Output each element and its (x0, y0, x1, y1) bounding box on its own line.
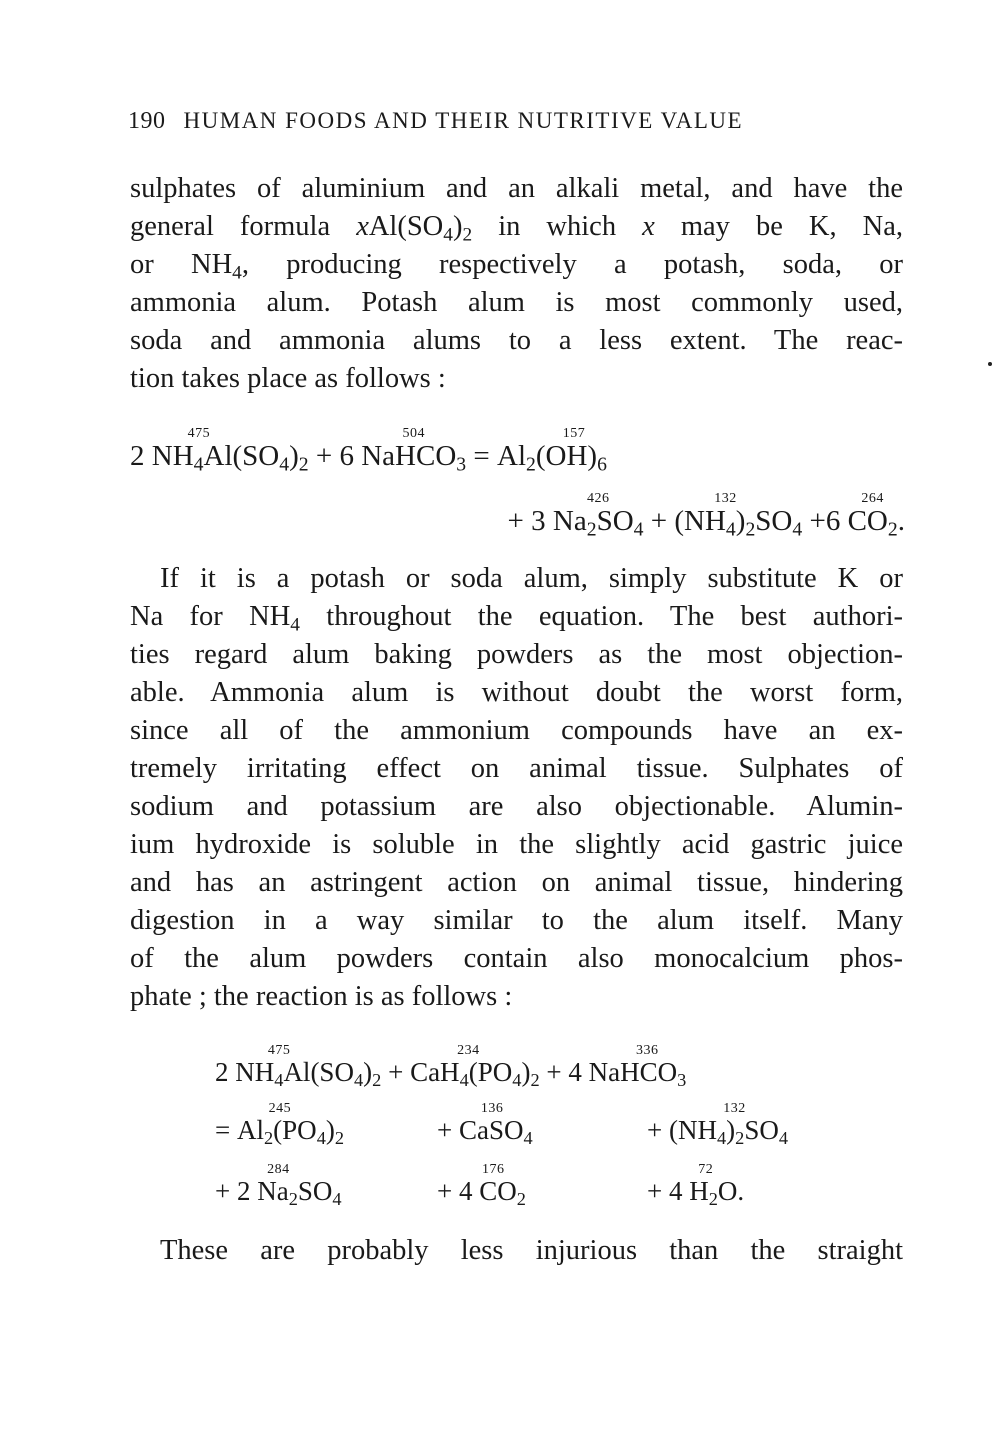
text-line: sodium and potassium are also objectionable. Alumin- (130, 791, 903, 822)
text-line: These are probably less injurious than the straight (160, 1235, 903, 1266)
running-title: HUMAN FOODS AND THEIR NUTRITIVE VALUE (183, 108, 744, 133)
page-number: 190 (128, 108, 166, 134)
text-line: able. Ammonia alum is without doubt the worst form, (130, 677, 903, 708)
text-line-formula: general formula $xAl(SO_4)_2$ in which x may be K, Na, (130, 211, 904, 246)
running-header (128, 108, 848, 138)
text-line: or $NH_4$, producing respectively a potash, soda, or (130, 249, 903, 284)
molecular-weight: 264 (861, 491, 884, 506)
text-line: tion takes place as follows : (130, 363, 446, 394)
text-line: soda and ammonia alums to a less extent. The reac- (130, 325, 903, 356)
text-line: of the alum powders contain also monocalcium phos- (130, 943, 903, 974)
text-line: tremely irritating effect on animal tissue. Sulphates of (130, 753, 903, 784)
paragraph-conclusion (130, 1232, 903, 1270)
molecular-weight: 72 (698, 1162, 714, 1177)
molecular-weight: 132 (723, 1101, 746, 1116)
molecular-weight: 245 (268, 1101, 292, 1116)
text-line: ties regard alum baking powders as the most objection- (130, 639, 903, 670)
molecular-weight: 284 (267, 1162, 290, 1177)
text-line: sulphates of aluminium and an alkali metal, and have the (130, 173, 903, 204)
molecular-weight: 157 (562, 426, 586, 441)
molecular-weight: 426 (586, 491, 610, 506)
molecular-weight: 234 (457, 1043, 480, 1058)
text-line: since all of the ammonium compounds have an ex- (130, 715, 903, 746)
text-line: and has an astringent action on animal tissue, hindering (130, 867, 903, 898)
margin-mark (988, 362, 992, 366)
text-line: Na for $NH_4$ throughout the equation. The best authori- (130, 601, 903, 636)
text-line: ammonia alum. Potash alum is most commonly used, (130, 287, 903, 318)
molecular-weight: 136 (480, 1101, 504, 1116)
book-page: 190 HUMAN FOODS AND THEIR NUTRITIVE VALUE sulphates of aluminium and an alkali metal, and have the general formula $xAl(SO_4)_2$ in which x may be K, Na, or $NH_4$, producing respectively a potash, soda, or ammonia alum. Potash alum is most commonly used, soda and ammonia alums to a less extent. The reac- tion takes place as follows : 2 $NH_4Al(SO_4)_2$ 475 + 6 NaHCO$_3$ 504 = $Al_2(OH)_6$ 157 + 3 $Na_2SO_4$ 426 + $(NH_4)_2SO_4$ 132 +6 $CO_2$ 264 . If it is a potash or soda alum, simply substitute K or Na for $NH_4$ throughout the equation. The best authori- ties regard alum baking powders as the most objection- able. Ammonia alum is without doubt the worst form, since all of the ammonium compounds have an ex- tremely irritating effect on animal tissue. Sulphates of sodium and potassium are also objectionable. Alumin- ium hydroxide is soluble in the slightly acid gastric juice and has an astringent action on animal tissue, hindering digestion in a way similar to the alum itself. Many of the alum powders contain also monocalcium phos- phate ; the reaction is as follows : 2 $NH_4Al(SO_4)_2$ 475 + $CaH_4(PO_4)_2$ 234 + 4 NaHCO$_3$ 336 = $Al_2(PO_4)_2$ 245 + CaSO$_4$ 136 + $(NH_4)_2SO_4$ 132 + 2 $Na_2SO_4$ 284 + 4 $CO_2$ 176 + 4 $H_2O$. 72 These are probably less injurious than the straight (0, 0, 1000, 1433)
text-line: digestion in a way similar to the alum itself. Many (130, 905, 903, 936)
equation-1-line-1: 2 $NH_4Al(SO_4)_2$ 475 + 6 NaHCO$_3$ 504 = $Al_2(OH)_6$ 157 (130, 426, 607, 476)
text-line: If it is a potash or soda alum, simply substitute K or (160, 563, 903, 594)
molecular-weight: 176 (481, 1162, 505, 1177)
paragraph-alum-description (130, 170, 903, 398)
molecular-weight: 475 (187, 426, 211, 441)
molecular-weight: 504 (402, 426, 425, 441)
molecular-weight: 132 (714, 491, 737, 506)
equation-2-line-1: 2 $NH_4Al(SO_4)_2$ 475 + $CaH_4(PO_4)_2$ 234 + 4 NaHCO$_3$ 336 (215, 1043, 687, 1091)
text-line: ium hydroxide is soluble in the slightly acid gastric juice (130, 829, 903, 860)
molecular-weight: 475 (267, 1043, 291, 1058)
paragraph-objections (130, 560, 903, 1016)
molecular-weight: 336 (635, 1043, 659, 1058)
equation-1-line-2: + 3 $Na_2SO_4$ 426 + $(NH_4)_2SO_4$ 132 +6 $CO_2$ 264 . (507, 491, 905, 541)
text-line: phate ; the reaction is as follows : (130, 981, 513, 1012)
